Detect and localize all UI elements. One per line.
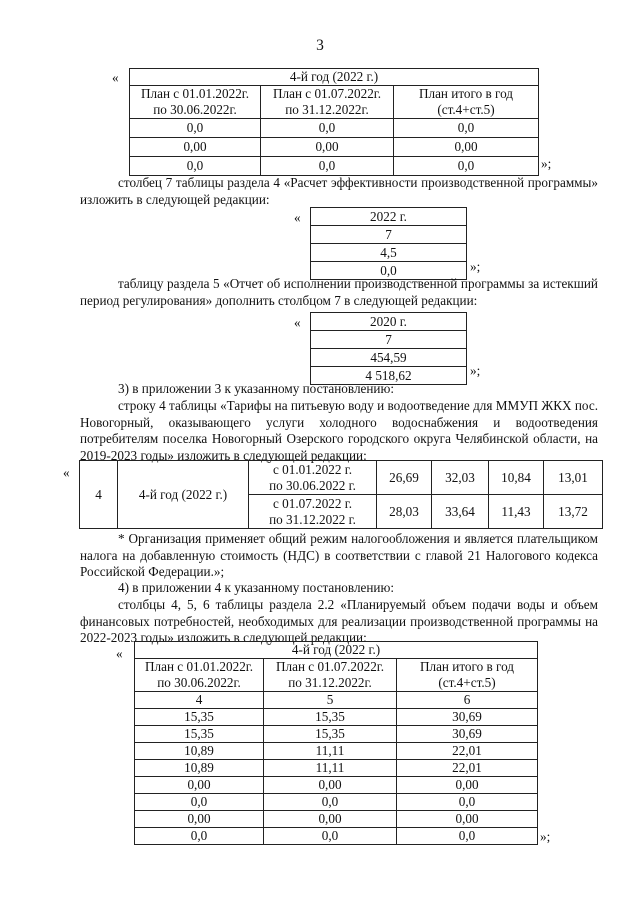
table-row	[135, 709, 538, 726]
table-cell: 0,0	[394, 157, 539, 176]
table-cell: 13,01	[544, 461, 603, 495]
table-cell: 7	[311, 226, 467, 244]
column-header: План итого в год (ст.4+ст.5)	[394, 86, 539, 119]
table-cell: 28,03	[377, 495, 432, 529]
table-cell: 4	[80, 461, 118, 529]
table-cell: 0,00	[130, 138, 261, 157]
table-row	[130, 157, 539, 176]
table-row	[135, 777, 538, 794]
column-header: План с 01.01.2022г. по 30.06.2022г.	[130, 86, 261, 119]
close-quote: »;	[541, 156, 552, 171]
table-cell: 10,84	[489, 461, 544, 495]
table-cell: 0,0	[135, 828, 264, 845]
table-header: 4-й год (2022 г.)	[135, 642, 538, 659]
table-cell: 5	[264, 692, 397, 709]
table-cell: 22,01	[397, 760, 538, 777]
table-row	[135, 828, 538, 845]
paragraph: таблицу раздела 5 «Отчет об исполнении производственной программы за истекший период регулирования» дополнить столбцом 7 в следующей редакции:	[80, 276, 598, 308]
table-cell: 0,00	[394, 138, 539, 157]
table-cell: 0,0	[261, 157, 394, 176]
table-report-2020	[310, 312, 467, 385]
table-cell: 11,43	[489, 495, 544, 529]
table-plan-2022-a	[129, 68, 539, 176]
table-cell: 6	[397, 692, 538, 709]
table-cell: 0,0	[394, 119, 539, 138]
table-cell: 0,00	[135, 811, 264, 828]
table-cell: 30,69	[397, 709, 538, 726]
table-cell: 15,35	[264, 726, 397, 743]
paragraph: столбцы 4, 5, 6 таблицы раздела 2.2 «Планируемый объем подачи воды и объем финансовых потребностей, необходимых для реализации производственной программы на 2022-2023 годы» изложить в следующей редакции:	[80, 597, 598, 645]
table-cell: 30,69	[397, 726, 538, 743]
table-cell: 0,0	[264, 828, 397, 845]
table-cell: с 01.07.2022 г. по 31.12.2022 г.	[249, 495, 377, 529]
open-quote: «	[294, 210, 301, 225]
paragraph: столбец 7 таблицы раздела 4 «Расчет эффективности производственной программы» изложить в следующей редакции:	[80, 175, 598, 207]
table-cell: 0,00	[135, 777, 264, 794]
open-quote: «	[116, 646, 123, 661]
close-quote: »;	[470, 363, 481, 378]
table-tariffs-row-4	[79, 460, 603, 529]
table-row	[130, 138, 539, 157]
table-cell: 0,0	[135, 794, 264, 811]
open-quote: «	[294, 315, 301, 330]
table-cell: 0,00	[261, 138, 394, 157]
table-cell: 22,01	[397, 743, 538, 760]
table-cell: с 01.01.2022 г. по 30.06.2022 г.	[249, 461, 377, 495]
table-cell: 0,0	[311, 262, 467, 280]
footnote-paragraph: * Организация применяет общий режим налогообложения и является плательщиком налога на добавленную стоимость (НДС) в соответствии с главой 21 Налогового кодекса Российской Федерации.»;	[80, 531, 598, 579]
table-cell: 13,72	[544, 495, 603, 529]
page-number: 3	[316, 37, 324, 54]
table-cell: 4	[135, 692, 264, 709]
table-row	[135, 760, 538, 777]
table-efficiency-2022	[310, 207, 467, 280]
table-cell: 32,03	[432, 461, 489, 495]
table-row	[135, 811, 538, 828]
table-row	[135, 726, 538, 743]
table-row	[135, 794, 538, 811]
table-cell: 4,5	[311, 244, 467, 262]
paragraph: строку 4 таблицы «Тарифы на питьевую воду и водоотведение для ММУП ЖКХ пос. Новогорный, оказывающего услуги холодного водоснабжения и водоотведения потребителям поселка Новогорный Озерского городского округа Челябинской области, на 2019-2023 годы» изложить в следующей редакции:	[80, 398, 598, 463]
table-cell: 10,89	[135, 743, 264, 760]
table-cell: 2022 г.	[311, 208, 467, 226]
open-quote: «	[63, 465, 70, 480]
table-cell: 33,64	[432, 495, 489, 529]
table-cell: 0,0	[130, 119, 261, 138]
table-cell: 7	[311, 331, 467, 349]
column-header: План с 01.01.2022г. по 30.06.2022г.	[135, 659, 264, 692]
table-plan-2022-b	[134, 641, 538, 845]
column-number-row	[135, 692, 538, 709]
table-cell: 454,59	[311, 349, 467, 367]
table-cell: 0,0	[130, 157, 261, 176]
paragraph: 3) в приложении 3 к указанному постановлению:	[118, 381, 395, 396]
table-cell: 26,69	[377, 461, 432, 495]
table-row	[80, 461, 603, 495]
table-cell: 2020 г.	[311, 313, 467, 331]
table-header: 4-й год (2022 г.)	[130, 69, 539, 86]
table-cell: 0,0	[264, 794, 397, 811]
close-quote: »;	[470, 259, 481, 274]
table-cell: 0,00	[397, 777, 538, 794]
table-cell: 0,00	[264, 777, 397, 794]
open-quote: «	[112, 70, 119, 85]
table-cell: 15,35	[135, 726, 264, 743]
table-cell: 0,00	[397, 811, 538, 828]
table-cell: 11,11	[264, 760, 397, 777]
table-cell: 10,89	[135, 760, 264, 777]
table-cell: 4-й год (2022 г.)	[118, 461, 249, 529]
table-cell: 11,11	[264, 743, 397, 760]
column-header: План с 01.07.2022г. по 31.12.2022г.	[261, 86, 394, 119]
table-row	[130, 119, 539, 138]
column-header: План итого в год (ст.4+ст.5)	[397, 659, 538, 692]
close-quote: »;	[540, 829, 551, 844]
column-header: План с 01.07.2022г. по 31.12.2022г.	[264, 659, 397, 692]
table-cell: 15,35	[264, 709, 397, 726]
table-row	[135, 743, 538, 760]
paragraph: 4) в приложении 4 к указанному постановлению:	[118, 580, 395, 595]
table-cell: 0,0	[397, 794, 538, 811]
table-cell: 0,0	[397, 828, 538, 845]
table-cell: 0,0	[261, 119, 394, 138]
table-cell: 15,35	[135, 709, 264, 726]
table-cell: 0,00	[264, 811, 397, 828]
table-cell: 4 518,62	[311, 367, 467, 385]
